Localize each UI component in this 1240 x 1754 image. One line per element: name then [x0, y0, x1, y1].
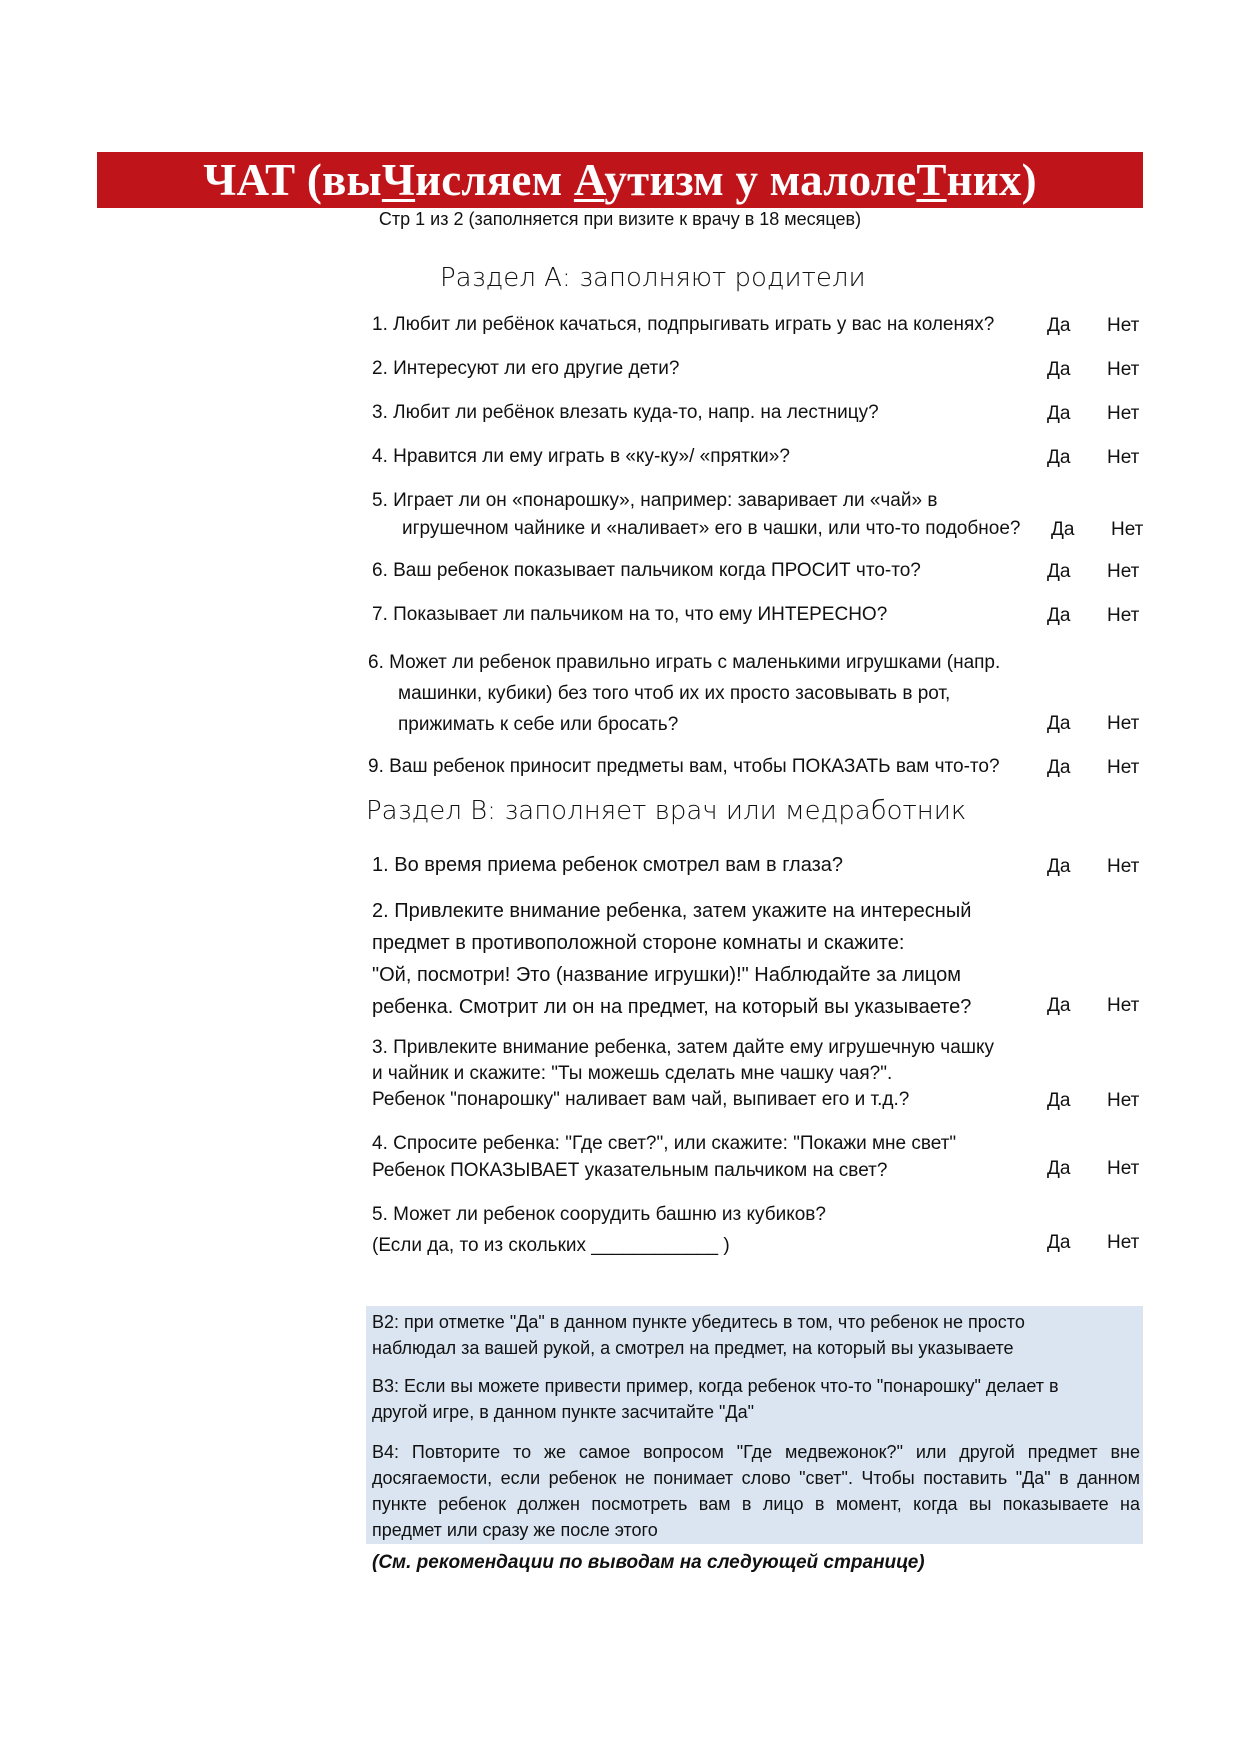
question-text: 2. Привлеките внимание ребенка, затем укажите на интересный [372, 900, 972, 922]
question-text: 3. Привлеките внимание ребенка, затем дайте ему игрушечную чашку [372, 1037, 995, 1058]
answer-yes[interactable]: Да [1047, 403, 1071, 424]
title-segment: исляем [415, 155, 574, 205]
answer-no[interactable]: Нет [1107, 713, 1140, 734]
question-a5 [372, 487, 1020, 543]
question-b5 [372, 1199, 826, 1261]
answer-no[interactable]: Нет [1107, 1158, 1140, 1179]
answer-yes[interactable]: Да [1047, 1158, 1071, 1179]
question-b1 [372, 851, 843, 879]
answer-no[interactable]: Нет [1107, 315, 1140, 336]
answer-yes[interactable]: Да [1047, 359, 1071, 380]
question-text: прижимать к себе или бросать? [398, 714, 679, 735]
answer-no[interactable]: Нет [1107, 447, 1140, 468]
question-a6 [372, 557, 921, 585]
title-segment: них) [946, 155, 1037, 205]
answer-yes[interactable]: Да [1047, 856, 1071, 877]
answer-no[interactable]: Нет [1107, 995, 1140, 1016]
question-text: 6. Может ли ребенок правильно играть с маленькими игрушками (напр. [368, 652, 1001, 673]
title-letter-ch: Ч [381, 155, 416, 205]
question-text: ребенка. Смотрит ли он на предмет, на который вы указываете? [372, 996, 972, 1018]
note-text: В2: при отметке "Да" в данном пункте убедитесь в том, что ребенок не просто [372, 1312, 1025, 1332]
answer-no[interactable]: Нет [1107, 403, 1140, 424]
question-text: машинки, кубики) без того чтоб их их просто засовывать в рот, [398, 683, 951, 704]
question-text: Ребенок "понарошку" наливает вам чай, выпивает его и т.д.? [372, 1089, 910, 1110]
question-text: Ребенок ПОКАЗЫВАЕТ указательным пальчиком на свет? [372, 1160, 888, 1181]
note-text: наблюдал за вашей рукой, а смотрел на предмет, на который вы указываете [372, 1338, 1014, 1358]
answer-yes[interactable]: Да [1047, 757, 1071, 778]
note-text: В4: Повторите то же самое вопросом "Где медвежонок?" или другой предмет вне [372, 1442, 1140, 1462]
title-banner [97, 152, 1143, 208]
question-a8 [368, 647, 1000, 740]
question-text: 5. Играет ли он «понарошку», например: заваривает ли «чай» в [372, 490, 938, 511]
question-text: 4. Спросите ребенка: "Где свет?", или скажите: "Покажи мне свет" [372, 1133, 957, 1154]
note-b2 [372, 1309, 1132, 1361]
answer-yes[interactable]: Да [1047, 1232, 1071, 1253]
question-text: и чайник и скажите: "Ты можешь сделать мне чашку чая?". [372, 1063, 893, 1084]
question-text: 2. Интересуют ли его другие дети? [372, 358, 680, 379]
answer-no[interactable]: Нет [1107, 757, 1140, 778]
question-a9 [368, 753, 1000, 781]
answer-no[interactable]: Нет [1107, 1232, 1140, 1253]
title-segment: ЧАТ (вы [203, 155, 382, 205]
question-a7 [372, 601, 887, 629]
note-text: предмет или сразу же после этого [372, 1520, 658, 1540]
question-text: 1. Любит ли ребёнок качаться, подпрыгивать играть у вас на коленях? [372, 314, 995, 335]
question-text: (Если да, то из скольких ____________ ) [372, 1235, 730, 1256]
answer-no[interactable]: Нет [1107, 561, 1140, 582]
title-segment: утизм у малоле [604, 155, 917, 205]
answer-yes[interactable]: Да [1047, 315, 1071, 336]
answer-yes[interactable]: Да [1047, 447, 1071, 468]
answer-yes[interactable]: Да [1047, 713, 1071, 734]
answer-no[interactable]: Нет [1107, 1090, 1140, 1111]
note-b4 [372, 1439, 1140, 1543]
note-text: другой игре, в данном пункте засчитайте "Да" [372, 1402, 754, 1422]
question-a3 [372, 399, 879, 427]
answer-yes[interactable]: Да [1047, 561, 1071, 582]
page-title [203, 154, 1037, 206]
answer-yes[interactable]: Да [1047, 1090, 1071, 1111]
question-text: 6. Ваш ребенок показывает пальчиком когда ПРОСИТ что-то? [372, 560, 921, 581]
section-b-heading: Раздел В: заполняет врач или медработник [366, 796, 967, 826]
note-b3 [372, 1373, 1132, 1425]
question-text: 4. Нравится ли ему играть в «ку-ку»/ «прятки»? [372, 446, 790, 467]
question-text: 9. Ваш ребенок приносит предметы вам, чтобы ПОКАЗАТЬ вам что-то? [368, 756, 1000, 777]
question-b2 [372, 895, 971, 1023]
question-b4 [372, 1130, 956, 1184]
note-text: досягаемости, если ребенок не понимает слово "свет". Чтобы поставить "Да" в данном [372, 1468, 1140, 1488]
question-a2 [372, 355, 679, 383]
question-b3 [372, 1035, 994, 1113]
question-text: "Ой, посмотри! Это (название игрушки)!" Наблюдайте за лицом [372, 964, 962, 986]
answer-yes[interactable]: Да [1051, 519, 1075, 540]
question-text: 7. Показывает ли пальчиком на то, что ему ИНТЕРЕСНО? [372, 604, 888, 625]
footer-note: (См. рекомендации по выводам на следующей странице) [372, 1552, 925, 1573]
note-text: пункте ребенок должен посмотреть вам в лицо в момент, когда вы показываете на [372, 1494, 1140, 1514]
answer-no[interactable]: Нет [1111, 519, 1144, 540]
question-a1 [372, 311, 994, 339]
question-text: предмет в противоположной стороне комнаты и скажите: [372, 932, 905, 954]
question-text: 3. Любит ли ребёнок влезать куда-то, напр. на лестницу? [372, 402, 879, 423]
answer-yes[interactable]: Да [1047, 995, 1071, 1016]
question-text: игрушечном чайнике и «наливает» его в чашки, или что-то подобное? [402, 518, 1021, 539]
page-subtitle: Стр 1 из 2 (заполняется при визите к врачу в 18 месяцев) [378, 209, 862, 229]
title-letter-a: А [573, 155, 605, 205]
question-a4 [372, 443, 790, 471]
answer-no[interactable]: Нет [1107, 605, 1140, 626]
section-a-heading: Раздел А: заполняют родители [440, 263, 866, 293]
answer-no[interactable]: Нет [1107, 359, 1140, 380]
question-text: 5. Может ли ребенок соорудить башню из кубиков? [372, 1204, 826, 1225]
answer-no[interactable]: Нет [1107, 856, 1140, 877]
note-text: В3: Если вы можете привести пример, когда ребенок что-то "понарошку" делает в [372, 1376, 1059, 1396]
question-text: 1. Во время приема ребенок смотрел вам в глаза? [372, 854, 844, 876]
answer-yes[interactable]: Да [1047, 605, 1071, 626]
title-letter-t: Т [916, 155, 947, 205]
